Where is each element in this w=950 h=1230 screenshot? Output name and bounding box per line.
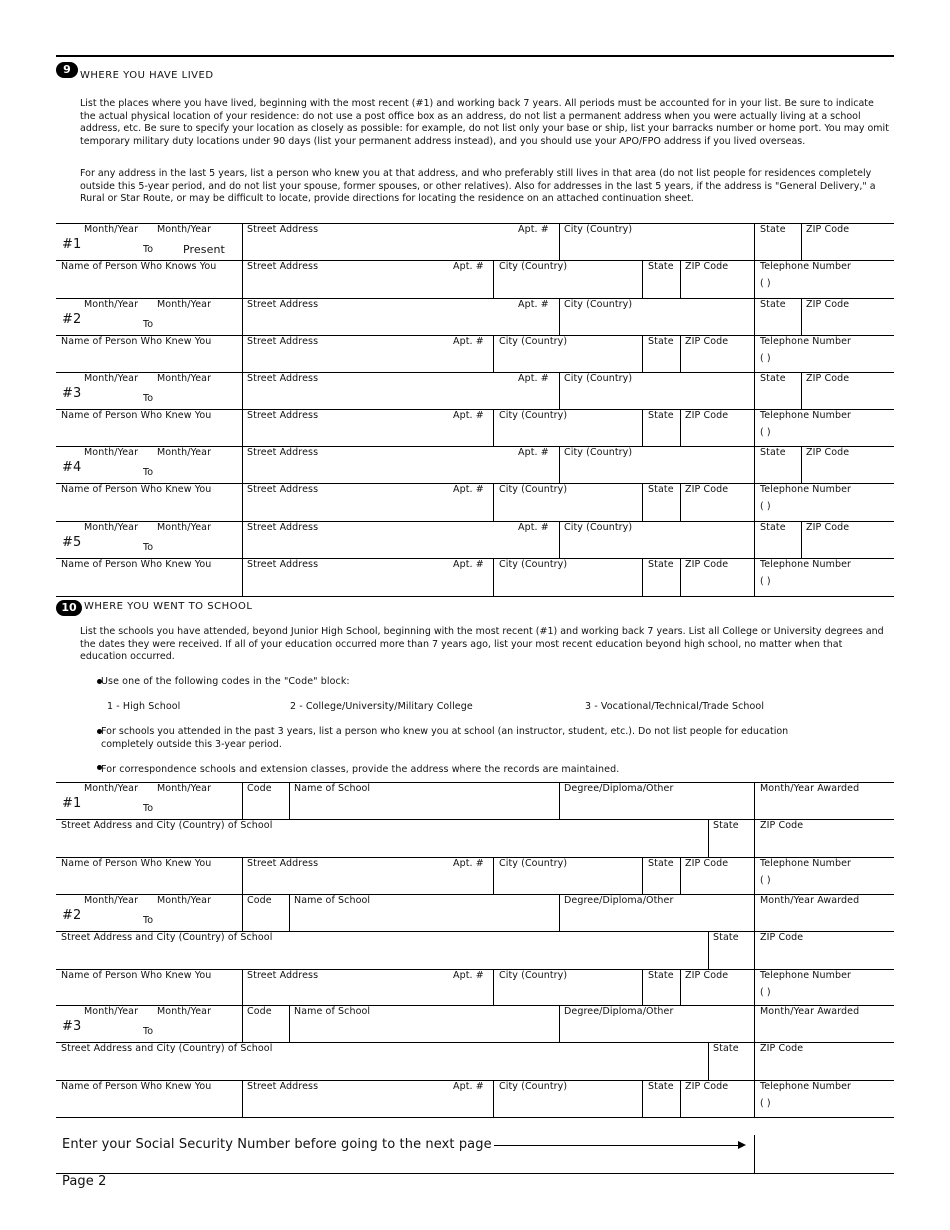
school-reference-instruction: For schools you attended in the past 3 years, list a person who knew you at school (an instructor, student, etc.). Do not list people for education completely outside this 3-year period.	[101, 726, 789, 750]
section-10-bottom-rule	[56, 1117, 894, 1118]
state-label: State	[760, 224, 786, 235]
telephone-label: Telephone Number	[760, 559, 852, 570]
street-address-input[interactable]	[243, 447, 558, 482]
person-zip-input[interactable]	[681, 970, 753, 1005]
area-code-parens: ( )	[760, 501, 771, 512]
apt-label: Apt. #	[453, 970, 484, 981]
city-label: City (Country)	[564, 299, 633, 310]
street-address-label: Street Address	[247, 261, 319, 272]
city-label: City (Country)	[499, 410, 568, 421]
zip-label: ZIP Code	[806, 447, 850, 458]
month-year-to-label: Month/Year	[157, 522, 212, 533]
code-label: Code	[247, 895, 272, 906]
zip-label: ZIP Code	[760, 820, 804, 831]
person-zip-input[interactable]	[681, 858, 753, 893]
street-address-input[interactable]	[243, 522, 558, 557]
school-dates-input[interactable]	[57, 895, 241, 930]
city-label: City (Country)	[499, 336, 568, 347]
top-rule-stub	[56, 55, 74, 56]
person-zip-input[interactable]	[681, 559, 753, 595]
school-address-label: Street Address and City (Country) of School	[61, 820, 273, 831]
person-zip-input[interactable]	[681, 261, 753, 297]
residence-number: #2	[62, 312, 82, 327]
city-label: City (Country)	[499, 970, 568, 981]
school-state-input[interactable]	[709, 932, 753, 968]
person-street-input[interactable]	[243, 484, 492, 520]
school-address-label: Street Address and City (Country) of School	[61, 932, 273, 943]
street-address-label: Street Address	[247, 858, 319, 869]
person-name-input[interactable]	[57, 484, 241, 520]
telephone-label: Telephone Number	[760, 261, 852, 272]
apt-label: Apt. #	[518, 224, 549, 235]
telephone-input[interactable]	[755, 858, 894, 893]
school-dates-input[interactable]	[57, 783, 241, 818]
year-awarded-label: Month/Year Awarded	[760, 783, 860, 794]
zip-label: ZIP Code	[685, 261, 729, 272]
person-city-input[interactable]	[494, 1081, 641, 1116]
state-label: State	[760, 299, 786, 310]
person-street-input[interactable]	[243, 559, 492, 595]
person-name-label: Name of Person Who Knew You	[61, 559, 212, 570]
apt-label: Apt. #	[453, 410, 484, 421]
telephone-label: Telephone Number	[760, 970, 852, 981]
area-code-parens: ( )	[760, 278, 771, 289]
top-rule	[56, 55, 894, 57]
present-label: Present	[183, 243, 225, 256]
zip-input[interactable]	[802, 373, 894, 408]
to-label: To	[143, 542, 154, 553]
zip-label: ZIP Code	[685, 858, 729, 869]
month-year-from-label: Month/Year	[84, 783, 139, 794]
person-zip-input[interactable]	[681, 410, 753, 446]
section-10-instructions: List the schools you have attended, beyond Junior High School, beginning with the most recent (#1) and working back 7 years. List all College or University degrees and the dates they were received. If all of your education occurred more than 7 years ago, list your most recent education beyond high school, no matter when that education occurred.	[80, 626, 884, 662]
school-state-input[interactable]	[709, 820, 753, 856]
telephone-label: Telephone Number	[760, 1081, 852, 1092]
apt-label: Apt. #	[518, 299, 549, 310]
apt-label: Apt. #	[518, 447, 549, 458]
dates-input[interactable]	[57, 224, 241, 259]
month-year-to-label: Month/Year	[157, 783, 212, 794]
month-year-from-label: Month/Year	[84, 299, 139, 310]
school-address-input[interactable]	[57, 820, 707, 856]
section-9-instructions-1: List the places where you have lived, beginning with the most recent (#1) and working back 7 years. All periods must be accounted for in your list. Be sure to indicate the actual physical location of your residence: do not use a post office box as an address, do not list a permanent address when you were actually living at a school address, etc. Be sure to specify your location as closely as possible: for example, do not list only your base or ship, list your barracks number or home port. You may omit temporary military duty locations under 90 days (list your permanent address instead), and you should use your APO/FPO address if you lived overseas.	[80, 98, 889, 147]
person-zip-input[interactable]	[681, 336, 753, 372]
street-address-label: Street Address	[247, 373, 319, 384]
school-address-label: Street Address and City (Country) of School	[61, 1043, 273, 1054]
zip-input[interactable]	[802, 447, 894, 482]
person-street-input[interactable]	[243, 1081, 492, 1116]
state-input[interactable]	[755, 522, 800, 557]
school-address-input[interactable]	[57, 1043, 707, 1079]
code-label: Code	[247, 1006, 272, 1017]
person-city-input[interactable]	[494, 484, 641, 520]
apt-label: Apt. #	[453, 559, 484, 570]
person-state-input[interactable]	[643, 559, 679, 595]
state-input[interactable]	[755, 373, 800, 408]
street-address-label: Street Address	[247, 410, 319, 421]
street-address-label: Street Address	[247, 559, 319, 570]
code-input[interactable]	[243, 1006, 288, 1041]
code-instruction: Use one of the following codes in the "Code" block:	[101, 676, 350, 687]
person-state-input[interactable]	[643, 484, 679, 520]
school-zip-input[interactable]	[755, 932, 894, 968]
code-input[interactable]	[243, 783, 288, 818]
state-label: State	[648, 1081, 674, 1092]
degree-input[interactable]	[560, 783, 753, 818]
telephone-input[interactable]	[755, 261, 894, 297]
person-city-input[interactable]	[494, 261, 641, 297]
ssn-box-divider	[754, 1135, 755, 1173]
person-street-input[interactable]	[243, 970, 492, 1005]
street-address-label: Street Address	[247, 224, 319, 235]
to-label: To	[143, 393, 154, 404]
person-name-label: Name of Person Who Knew You	[61, 336, 212, 347]
person-name-input[interactable]	[57, 970, 241, 1005]
school-address-input[interactable]	[57, 932, 707, 968]
person-street-input[interactable]	[243, 410, 492, 446]
person-name-label: Name of Person Who Knew You	[61, 858, 212, 869]
to-label: To	[143, 244, 154, 255]
street-address-label: Street Address	[247, 336, 319, 347]
person-zip-input[interactable]	[681, 484, 753, 520]
section-9-bottom-rule	[56, 596, 894, 597]
city-input[interactable]	[560, 224, 753, 259]
to-label: To	[143, 319, 154, 330]
arrow-right-icon	[738, 1141, 746, 1149]
person-state-input[interactable]	[643, 410, 679, 446]
person-name-input[interactable]	[57, 1081, 241, 1116]
person-state-input[interactable]	[643, 970, 679, 1005]
year-awarded-input[interactable]	[755, 1006, 894, 1041]
state-label: State	[648, 858, 674, 869]
city-label: City (Country)	[564, 373, 633, 384]
month-year-from-label: Month/Year	[84, 522, 139, 533]
school-name-input[interactable]	[290, 1006, 558, 1041]
residence-number: #5	[62, 535, 82, 550]
person-name-input[interactable]	[57, 261, 241, 297]
street-address-label: Street Address	[247, 484, 319, 495]
area-code-parens: ( )	[760, 353, 771, 364]
residence-number: #4	[62, 460, 82, 475]
street-address-label: Street Address	[247, 970, 319, 981]
person-name-input[interactable]	[57, 559, 241, 595]
state-input[interactable]	[755, 224, 800, 259]
to-label: To	[143, 915, 154, 926]
month-year-from-label: Month/Year	[84, 1006, 139, 1017]
section-9-instructions-2: For any address in the last 5 years, list a person who knew you at that address, and who preferably still lives in that area (do not list people for residences completely outside this 5-year period, and do not list your spouse, former spouses, or other relatives). Also for addresses in the last 5 years, if the address is "General Delivery," a Rural or Star Route, or may be difficult to locate, provide directions for locating the residence on an attached continuation sheet.	[80, 168, 876, 204]
year-awarded-input[interactable]	[755, 895, 894, 930]
month-year-to-label: Month/Year	[157, 447, 212, 458]
city-label: City (Country)	[499, 261, 568, 272]
telephone-input[interactable]	[755, 970, 894, 1005]
section-10-badge: 10	[56, 600, 82, 616]
code-input[interactable]	[243, 895, 288, 930]
city-label: City (Country)	[499, 559, 568, 570]
month-year-from-label: Month/Year	[84, 447, 139, 458]
degree-label: Degree/Diploma/Other	[564, 895, 674, 906]
area-code-parens: ( )	[760, 427, 771, 438]
dates-input[interactable]	[57, 522, 241, 557]
person-state-input[interactable]	[643, 336, 679, 372]
city-label: City (Country)	[564, 224, 633, 235]
school-number: #1	[62, 796, 82, 811]
person-name-input[interactable]	[57, 858, 241, 893]
zip-label: ZIP Code	[685, 484, 729, 495]
city-label: City (Country)	[499, 484, 568, 495]
person-state-input[interactable]	[643, 1081, 679, 1116]
person-name-label: Name of Person Who Knew You	[61, 970, 212, 981]
street-address-input[interactable]	[243, 224, 558, 259]
street-address-input[interactable]	[243, 373, 558, 408]
school-dates-input[interactable]	[57, 1006, 241, 1041]
year-awarded-input[interactable]	[755, 783, 894, 818]
street-address-input[interactable]	[243, 299, 558, 334]
person-name-label: Name of Person Who Knew You	[61, 410, 212, 421]
city-input[interactable]	[560, 299, 753, 334]
school-name-input[interactable]	[290, 895, 558, 930]
apt-label: Apt. #	[453, 858, 484, 869]
residence-number: #1	[62, 237, 82, 252]
city-label: City (Country)	[564, 447, 633, 458]
year-awarded-label: Month/Year Awarded	[760, 1006, 860, 1017]
telephone-label: Telephone Number	[760, 484, 852, 495]
section-9-badge: 9	[56, 62, 78, 78]
correspondence-instruction: For correspondence schools and extension classes, provide the address where the records are maintained.	[101, 764, 620, 775]
code-option-2: 2 - College/University/Military College	[290, 701, 473, 712]
zip-label: ZIP Code	[806, 522, 850, 533]
zip-label: ZIP Code	[685, 410, 729, 421]
school-zip-input[interactable]	[755, 1043, 894, 1079]
telephone-input[interactable]	[755, 1081, 894, 1116]
code-option-1: 1 - High School	[107, 701, 181, 712]
dates-input[interactable]	[57, 373, 241, 408]
state-label: State	[713, 932, 739, 943]
telephone-input[interactable]	[755, 484, 894, 520]
code-label: Code	[247, 783, 272, 794]
code-option-3: 3 - Vocational/Technical/Trade School	[585, 701, 765, 712]
zip-label: ZIP Code	[685, 970, 729, 981]
state-label: State	[648, 410, 674, 421]
zip-label: ZIP Code	[760, 932, 804, 943]
apt-label: Apt. #	[453, 261, 484, 272]
state-label: State	[713, 1043, 739, 1054]
telephone-label: Telephone Number	[760, 336, 852, 347]
state-input[interactable]	[755, 447, 800, 482]
city-input[interactable]	[560, 447, 753, 482]
state-label: State	[648, 559, 674, 570]
school-number: #2	[62, 908, 82, 923]
city-label: City (Country)	[564, 522, 633, 533]
school-name-label: Name of School	[294, 895, 371, 906]
person-street-input[interactable]	[243, 336, 492, 372]
state-label: State	[760, 447, 786, 458]
state-label: State	[760, 522, 786, 533]
ssn-input[interactable]	[756, 1136, 894, 1172]
zip-label: ZIP Code	[685, 559, 729, 570]
person-state-input[interactable]	[643, 261, 679, 297]
apt-label: Apt. #	[453, 484, 484, 495]
person-name-input[interactable]	[57, 410, 241, 446]
area-code-parens: ( )	[760, 1098, 771, 1109]
area-code-parens: ( )	[760, 875, 771, 886]
state-label: State	[648, 336, 674, 347]
telephone-input[interactable]	[755, 336, 894, 372]
school-state-input[interactable]	[709, 1043, 753, 1079]
state-label: State	[648, 970, 674, 981]
school-name-label: Name of School	[294, 783, 371, 794]
person-name-input[interactable]	[57, 336, 241, 372]
zip-label: ZIP Code	[685, 336, 729, 347]
month-year-from-label: Month/Year	[84, 895, 139, 906]
person-city-input[interactable]	[494, 559, 641, 595]
person-city-input[interactable]	[494, 410, 641, 446]
school-number: #3	[62, 1019, 82, 1034]
zip-label: ZIP Code	[806, 299, 850, 310]
city-label: City (Country)	[499, 858, 568, 869]
person-city-input[interactable]	[494, 970, 641, 1005]
to-label: To	[143, 1026, 154, 1037]
telephone-input[interactable]	[755, 410, 894, 446]
to-label: To	[143, 803, 154, 814]
section-9-title: WHERE YOU HAVE LIVED	[80, 70, 214, 81]
school-name-input[interactable]	[290, 783, 558, 818]
state-label: State	[760, 373, 786, 384]
area-code-parens: ( )	[760, 987, 771, 998]
zip-input[interactable]	[802, 522, 894, 557]
month-year-to-label: Month/Year	[157, 1006, 212, 1017]
apt-label: Apt. #	[453, 1081, 484, 1092]
zip-label: ZIP Code	[806, 224, 850, 235]
zip-label: ZIP Code	[685, 1081, 729, 1092]
footer-rule	[56, 1173, 894, 1174]
zip-input[interactable]	[802, 224, 894, 259]
person-state-input[interactable]	[643, 858, 679, 893]
apt-label: Apt. #	[518, 373, 549, 384]
arrow-line	[494, 1145, 738, 1146]
school-zip-input[interactable]	[755, 820, 894, 856]
person-street-input[interactable]	[243, 858, 492, 893]
section-10-title: WHERE YOU WENT TO SCHOOL	[84, 601, 253, 612]
to-label: To	[143, 467, 154, 478]
month-year-to-label: Month/Year	[157, 299, 212, 310]
person-name-label: Name of Person Who Knows You	[61, 261, 217, 272]
ssn-prompt: Enter your Social Security Number before going to the next page	[62, 1137, 492, 1152]
zip-label: ZIP Code	[806, 373, 850, 384]
school-name-label: Name of School	[294, 1006, 371, 1017]
street-address-label: Street Address	[247, 1081, 319, 1092]
apt-label: Apt. #	[518, 522, 549, 533]
telephone-label: Telephone Number	[760, 410, 852, 421]
degree-input[interactable]	[560, 1006, 753, 1041]
city-label: City (Country)	[499, 1081, 568, 1092]
zip-input[interactable]	[802, 299, 894, 334]
person-zip-input[interactable]	[681, 1081, 753, 1116]
page-number: Page 2	[62, 1174, 107, 1189]
street-address-label: Street Address	[247, 522, 319, 533]
street-address-label: Street Address	[247, 447, 319, 458]
street-address-label: Street Address	[247, 299, 319, 310]
area-code-parens: ( )	[760, 576, 771, 587]
dates-input[interactable]	[57, 447, 241, 482]
residence-number: #3	[62, 386, 82, 401]
zip-label: ZIP Code	[760, 1043, 804, 1054]
month-year-to-label: Month/Year	[157, 373, 212, 384]
person-name-label: Name of Person Who Knew You	[61, 1081, 212, 1092]
person-city-input[interactable]	[494, 858, 641, 893]
telephone-input[interactable]	[755, 559, 894, 595]
person-name-label: Name of Person Who Knew You	[61, 484, 212, 495]
state-label: State	[713, 820, 739, 831]
city-input[interactable]	[560, 522, 753, 557]
person-city-input[interactable]	[494, 336, 641, 372]
month-year-to-label: Month/Year	[157, 224, 212, 235]
city-input[interactable]	[560, 373, 753, 408]
year-awarded-label: Month/Year Awarded	[760, 895, 860, 906]
state-label: State	[648, 261, 674, 272]
telephone-label: Telephone Number	[760, 858, 852, 869]
degree-label: Degree/Diploma/Other	[564, 1006, 674, 1017]
person-street-input[interactable]	[243, 261, 492, 297]
state-input[interactable]	[755, 299, 800, 334]
month-year-from-label: Month/Year	[84, 224, 139, 235]
state-label: State	[648, 484, 674, 495]
degree-input[interactable]	[560, 895, 753, 930]
apt-label: Apt. #	[453, 336, 484, 347]
degree-label: Degree/Diploma/Other	[564, 783, 674, 794]
dates-input[interactable]	[57, 299, 241, 334]
month-year-from-label: Month/Year	[84, 373, 139, 384]
month-year-to-label: Month/Year	[157, 895, 212, 906]
